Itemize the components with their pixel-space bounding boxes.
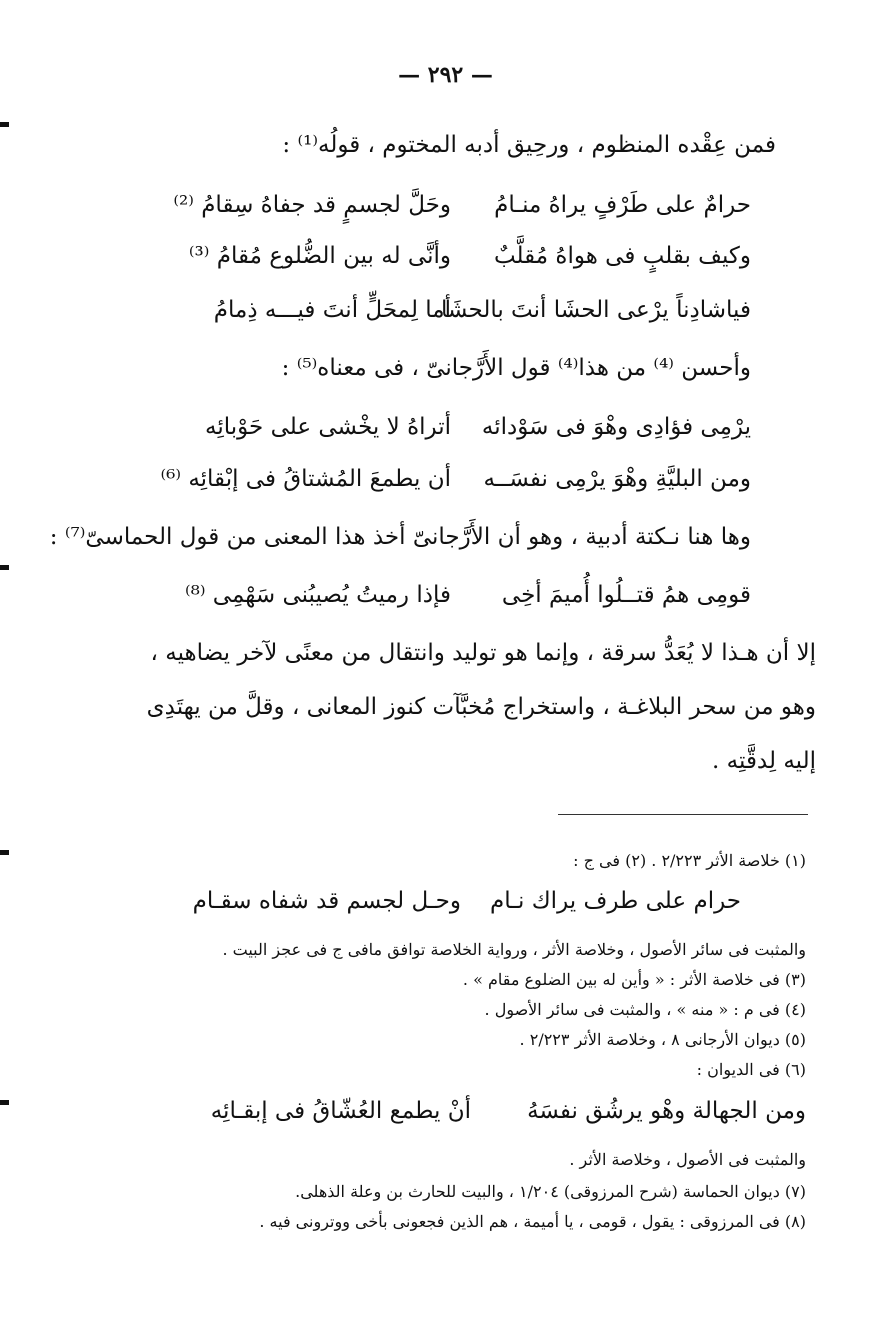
body-line-6: وها هنا نـكتة أدبية ، وهو أن الأَرَّجانىّ أخذ هذا المعنى من قول الحماسىّ⁽⁷⁾ : xyxy=(49,524,751,550)
margin-mark xyxy=(0,565,9,570)
verse-2-first-hemistich: وكيف بقلبٍ فى هواهُ مُقلَّبٌ xyxy=(493,243,751,269)
footnote-6-verse-second: أنْ يطمع العُشّاقُ فى إبقـائِه xyxy=(210,1098,471,1124)
margin-mark xyxy=(0,850,9,855)
verse-5-second-hemistich: أن يطمعَ المُشتاقُ فى إبْقائِه ⁽⁶⁾ xyxy=(160,466,451,492)
footnote-7: (٧) ديوان الحماسة (شرح المرزوقى) ١/٢٠٤ ، والبيت للحارث بن وعلة الذهلى. xyxy=(295,1182,806,1201)
verse-6-second-hemistich: فإذا رميتُ يُصيبُنى سَهْمِى ⁽⁸⁾ xyxy=(184,582,451,608)
footnote-2-note: والمثبت فى سائر الأصول ، وخلاصة الأثر ، ورواية الخلاصة توافق مافى ج فى عجز البيت . xyxy=(222,940,806,959)
footnote-2-verse-second: وحـل لجسم قد شفاه سقـام xyxy=(192,888,461,914)
footnote-1-2: (١) خلاصة الأثر ٢/٢٢٣ . (٢) فى ج : xyxy=(573,851,806,870)
footnote-separator xyxy=(558,814,808,815)
verse-6-first-hemistich: قومِى همُ قتــلُوا أُميمَ أخِى xyxy=(501,582,751,608)
verse-3-second-hemistich: أما لِمحَلٍّ أنتَ فيـــه ذِمامُ xyxy=(213,297,451,323)
verse-2-second-hemistich: وأنَّى له بين الضُّلوع مُقامُ ⁽³⁾ xyxy=(188,243,451,269)
footnote-5: (٥) ديوان الأرجانى ٨ ، وخلاصة الأثر ٢/٢٢٣ . xyxy=(519,1030,806,1049)
footnote-6-note: والمثبت فى الأصول ، وخلاصة الأثر . xyxy=(569,1150,806,1169)
footnote-8: (٨) فى المرزوقى : يقول ، قومى ، يا أميمة ، هم الذين فجعونى بأخى ووترونى فيه . xyxy=(259,1212,806,1231)
verse-4-first-hemistich: يرْمِى فؤادِى وهْوَ فى سَوْدائه xyxy=(481,414,751,440)
footnote-6-verse-first: ومن الجهالة وهْو يرشُق نفسَهُ xyxy=(527,1098,806,1124)
margin-mark xyxy=(0,1100,9,1105)
footnote-4: (٤) فى م : « منه » ، والمثبت فى سائر الأصول . xyxy=(484,1000,806,1019)
paragraph-line-2: وهو من سحر البلاغـة ، واستخراج مُخبَّآت كنوز المعانى ، وقلَّ من يهتَدِى xyxy=(146,694,816,720)
paragraph-line-1: إلا أن هـذا لا يُعَدُّ سرقة ، وإنما هو توليد وانتقال من معنًى لآخر يضاهيه ، xyxy=(150,640,816,666)
verse-3-first-hemistich: فياشادِناً يرْعى الحشَا أنتَ بالحشَا xyxy=(440,297,751,323)
verse-1-first-hemistich: حرامٌ على طَرْفٍ يراهُ منـامُ xyxy=(494,192,751,218)
verse-5-first-hemistich: ومن البليَّةِ وهْوَ يرْمِى نفسَــه xyxy=(483,466,751,492)
footnote-6: (٦) فى الديوان : xyxy=(696,1060,806,1079)
page-number: — ٢٩٢ — xyxy=(398,62,493,88)
verse-1-second-hemistich: وحَلَّ لجسمٍ قد جفاهُ سِقامُ ⁽²⁾ xyxy=(173,192,451,218)
footnote-2-verse-first: حرام على طرف يراك نـام xyxy=(490,888,741,914)
footnote-3: (٣) فى خلاصة الأثر : « وأين له بين الضلوع مقام » . xyxy=(462,970,806,989)
paragraph-line-3: إليه لِدقَّتِه . xyxy=(712,748,816,774)
margin-mark xyxy=(0,122,9,127)
verse-4-second-hemistich: أتراهُ لا يخْشى على حَوْبائِه xyxy=(205,414,451,440)
intro-line: فمن عِقْده المنظوم ، ورحِيق أدبه المختوم ، قولُه⁽¹⁾ : xyxy=(282,132,776,158)
body-line-4: وأحسن ⁽⁴⁾ من هذا⁽⁴⁾ قول الأَرَّجانىّ ، فى معناه⁽⁵⁾ : xyxy=(281,355,751,381)
